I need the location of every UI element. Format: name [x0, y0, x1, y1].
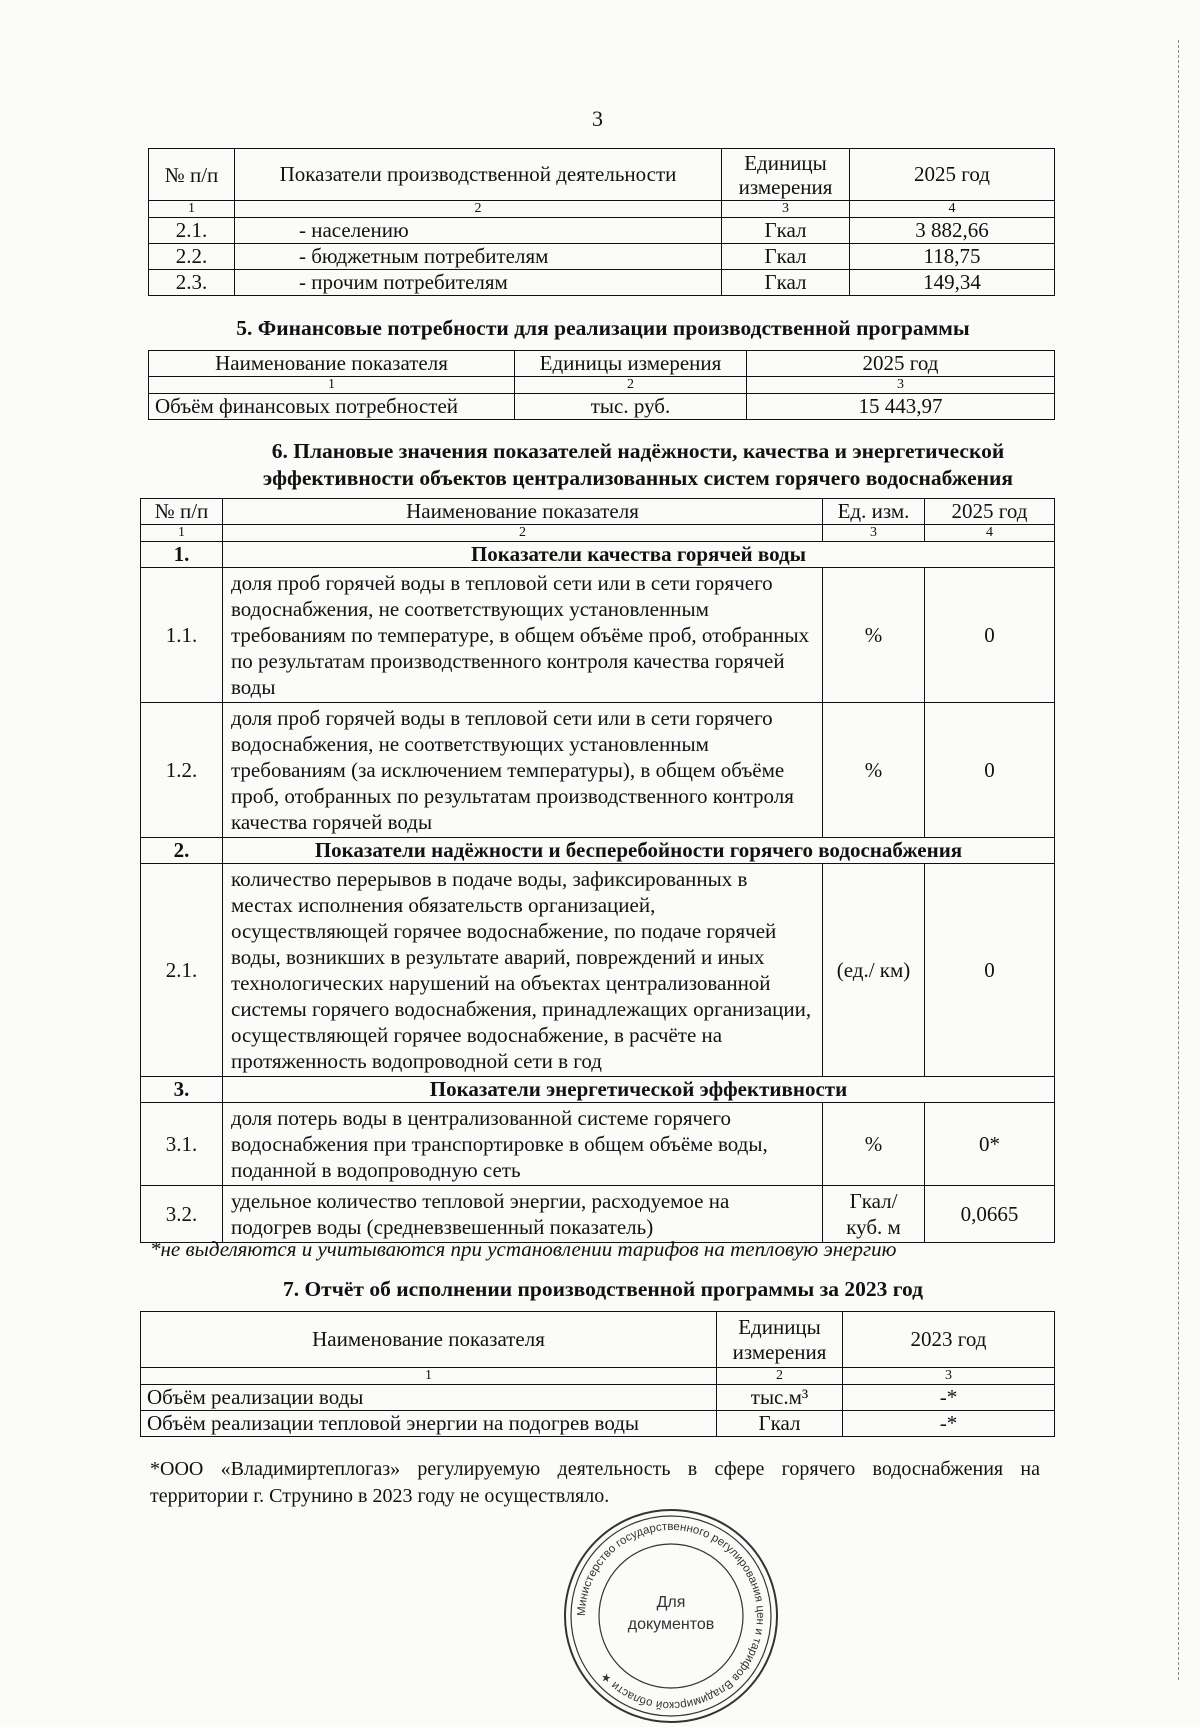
row-value: 0	[925, 864, 1055, 1077]
row-text: доля потерь воды в централизованной системе горячего водоснабжения при транспортировке в общем объёме воды, поданной в водопроводную сеть	[223, 1103, 823, 1186]
index-cell: 2	[515, 377, 747, 394]
index-cell: 3	[747, 377, 1055, 394]
table-row	[141, 864, 1055, 1077]
table-row	[141, 1385, 1055, 1411]
section7-footnote: *ООО «Владимиртеплогаз» регулируемую деятельность в сфере горячего водоснабжения на территории г. Струнино в 2023 году не осуществляло.	[150, 1458, 1040, 1507]
row-value: 0	[925, 703, 1055, 838]
row-text: доля проб горячей воды в тепловой сети или в сети горячего водоснабжения, не соответствующих установленным требованиям по температуре, в общем объёме проб, отобранных по результатам производственного контроля качества горячей воды	[223, 568, 823, 703]
table-row	[149, 244, 1055, 270]
unit-line2: куб. м	[846, 1215, 901, 1239]
group-num: 1.	[141, 542, 223, 568]
index-cell: 4	[925, 525, 1055, 542]
financial-needs-table	[148, 350, 1055, 420]
row-value: 0,0665	[925, 1186, 1055, 1243]
row-unit: Гкал	[722, 218, 850, 244]
index-cell: 1	[141, 525, 223, 542]
row-unit: тыс. руб.	[515, 394, 747, 420]
row-value: 0*	[925, 1103, 1055, 1186]
row-text: удельное количество тепловой энергии, расходуемое на подогрев воды (средневзвешенный показатель)	[223, 1186, 823, 1243]
index-cell: 3	[823, 525, 925, 542]
col-header-unit: Единицы измерения	[515, 351, 747, 377]
table-row	[141, 568, 1055, 703]
index-cell: 1	[141, 1368, 717, 1385]
table-row	[149, 394, 1055, 420]
section5-title: 5. Финансовые потребности для реализации производственной программы	[236, 316, 970, 340]
col-header-year: 2023 год	[843, 1312, 1055, 1368]
col-header-unit: Единицы измерения	[722, 149, 850, 201]
row-unit: %	[823, 568, 925, 703]
stamp-ring-text: Министерство государственного регулирования цен и тарифов Владимирской области ★	[575, 1520, 767, 1712]
row-num: 1.1.	[141, 568, 223, 703]
row-num: 3.1.	[141, 1103, 223, 1186]
row-value: 0	[925, 568, 1055, 703]
col-header-unit: Ед. изм.	[823, 499, 925, 525]
table-row	[149, 218, 1055, 244]
row-value: 118,75	[850, 244, 1055, 270]
row-name: Объём реализации воды	[141, 1385, 717, 1411]
index-cell: 2	[223, 525, 823, 542]
row-name: - бюджетным потребителям	[235, 244, 722, 270]
section6-note: *не выделяются и учитываются при установлении тарифов на тепловую энергию	[150, 1237, 897, 1261]
row-text: доля проб горячей воды в тепловой сети или в сети горячего водоснабжения, не соответствующих установленным требованиям (за исключением температуры), в общем объёме проб, отобранных по результатам производственного контроля качества горячей воды	[223, 703, 823, 838]
index-cell: 1	[149, 201, 235, 218]
group-row	[141, 838, 1055, 864]
col-header-year: 2025 год	[925, 499, 1055, 525]
row-unit: Гкал	[717, 1411, 843, 1437]
col-header-name: Наименование показателя	[141, 1312, 717, 1368]
col-header-name: Наименование показателя	[149, 351, 515, 377]
group-title: Показатели надёжности и бесперебойности горячего водоснабжения	[223, 838, 1055, 864]
page-number: 3	[592, 106, 603, 131]
index-cell: 2	[717, 1368, 843, 1385]
section6-title-line1: 6. Плановые значения показателей надёжности, качества и энергетической	[271, 439, 1005, 463]
col-header-unit: Единицы измерения	[717, 1312, 843, 1368]
group-title: Показатели энергетической эффективности	[223, 1077, 1055, 1103]
group-num: 3.	[141, 1077, 223, 1103]
col-header-indicator: Показатели производственной деятельности	[235, 149, 722, 201]
col-header-num: № п/п	[141, 499, 223, 525]
row-unit: %	[823, 1103, 925, 1186]
row-num: 2.1.	[141, 864, 223, 1077]
index-cell: 3	[843, 1368, 1055, 1385]
stamp-center-line1: Для	[656, 1594, 686, 1611]
official-stamp	[560, 1505, 782, 1727]
row-name: Объём финансовых потребностей	[149, 394, 515, 420]
row-value: 3 882,66	[850, 218, 1055, 244]
col-header-year: 2025 год	[850, 149, 1055, 201]
table-row	[141, 1186, 1055, 1243]
row-unit	[823, 1186, 925, 1243]
group-row	[141, 542, 1055, 568]
row-unit: %	[823, 703, 925, 838]
section6-title-line2: эффективности объектов централизованных систем горячего водоснабжения	[262, 466, 1014, 490]
row-num: 1.2.	[141, 703, 223, 838]
execution-report-table	[140, 1311, 1055, 1437]
row-value: 149,34	[850, 270, 1055, 296]
scan-edge-line	[1178, 40, 1179, 1680]
group-row	[141, 1077, 1055, 1103]
group-title: Показатели качества горячей воды	[223, 542, 1055, 568]
group-num: 2.	[141, 838, 223, 864]
reliability-quality-table	[140, 498, 1055, 1243]
row-text: количество перерывов в подаче воды, зафиксированных в местах исполнения обязательств организацией, осуществляющей горячее водоснабжение, по подаче горячей воды, возникших в результате аварий, повреждений и иных технологических нарушений на объектах централизованной системы горячего водоснабжения, принадлежащих организации, осуществляющей горячее водоснабжение, в расчёте на протяженность водопроводной сети в год	[223, 864, 823, 1077]
row-name: - прочим потребителям	[235, 270, 722, 296]
row-num: 2.3.	[149, 270, 235, 296]
row-unit: Гкал	[722, 244, 850, 270]
section7-title: 7. Отчёт об исполнении производственной программы за 2023 год	[282, 1277, 924, 1301]
index-cell: 4	[850, 201, 1055, 218]
row-unit: Гкал	[722, 270, 850, 296]
production-indicators-table	[148, 148, 1055, 296]
row-name: Объём реализации тепловой энергии на подогрев воды	[141, 1411, 717, 1437]
row-value: 15 443,97	[747, 394, 1055, 420]
index-cell: 3	[722, 201, 850, 218]
col-header-name: Наименование показателя	[223, 499, 823, 525]
row-value: -*	[843, 1411, 1055, 1437]
table-row	[141, 1411, 1055, 1437]
row-num: 2.1.	[149, 218, 235, 244]
row-unit: тыс.м³	[717, 1385, 843, 1411]
table-row	[141, 1103, 1055, 1186]
row-unit: (ед./ км)	[823, 864, 925, 1077]
col-header-num: № п/п	[149, 149, 235, 201]
unit-line1: Гкал/	[849, 1189, 898, 1213]
table-row	[149, 270, 1055, 296]
row-num: 3.2.	[141, 1186, 223, 1243]
row-num: 2.2.	[149, 244, 235, 270]
index-cell: 1	[149, 377, 515, 394]
col-header-year: 2025 год	[747, 351, 1055, 377]
index-cell: 2	[235, 201, 722, 218]
stamp-center-line2: документов	[627, 1616, 715, 1633]
table-row	[141, 703, 1055, 838]
row-name: - населению	[235, 218, 722, 244]
section6-title	[150, 438, 1056, 492]
row-value: -*	[843, 1385, 1055, 1411]
